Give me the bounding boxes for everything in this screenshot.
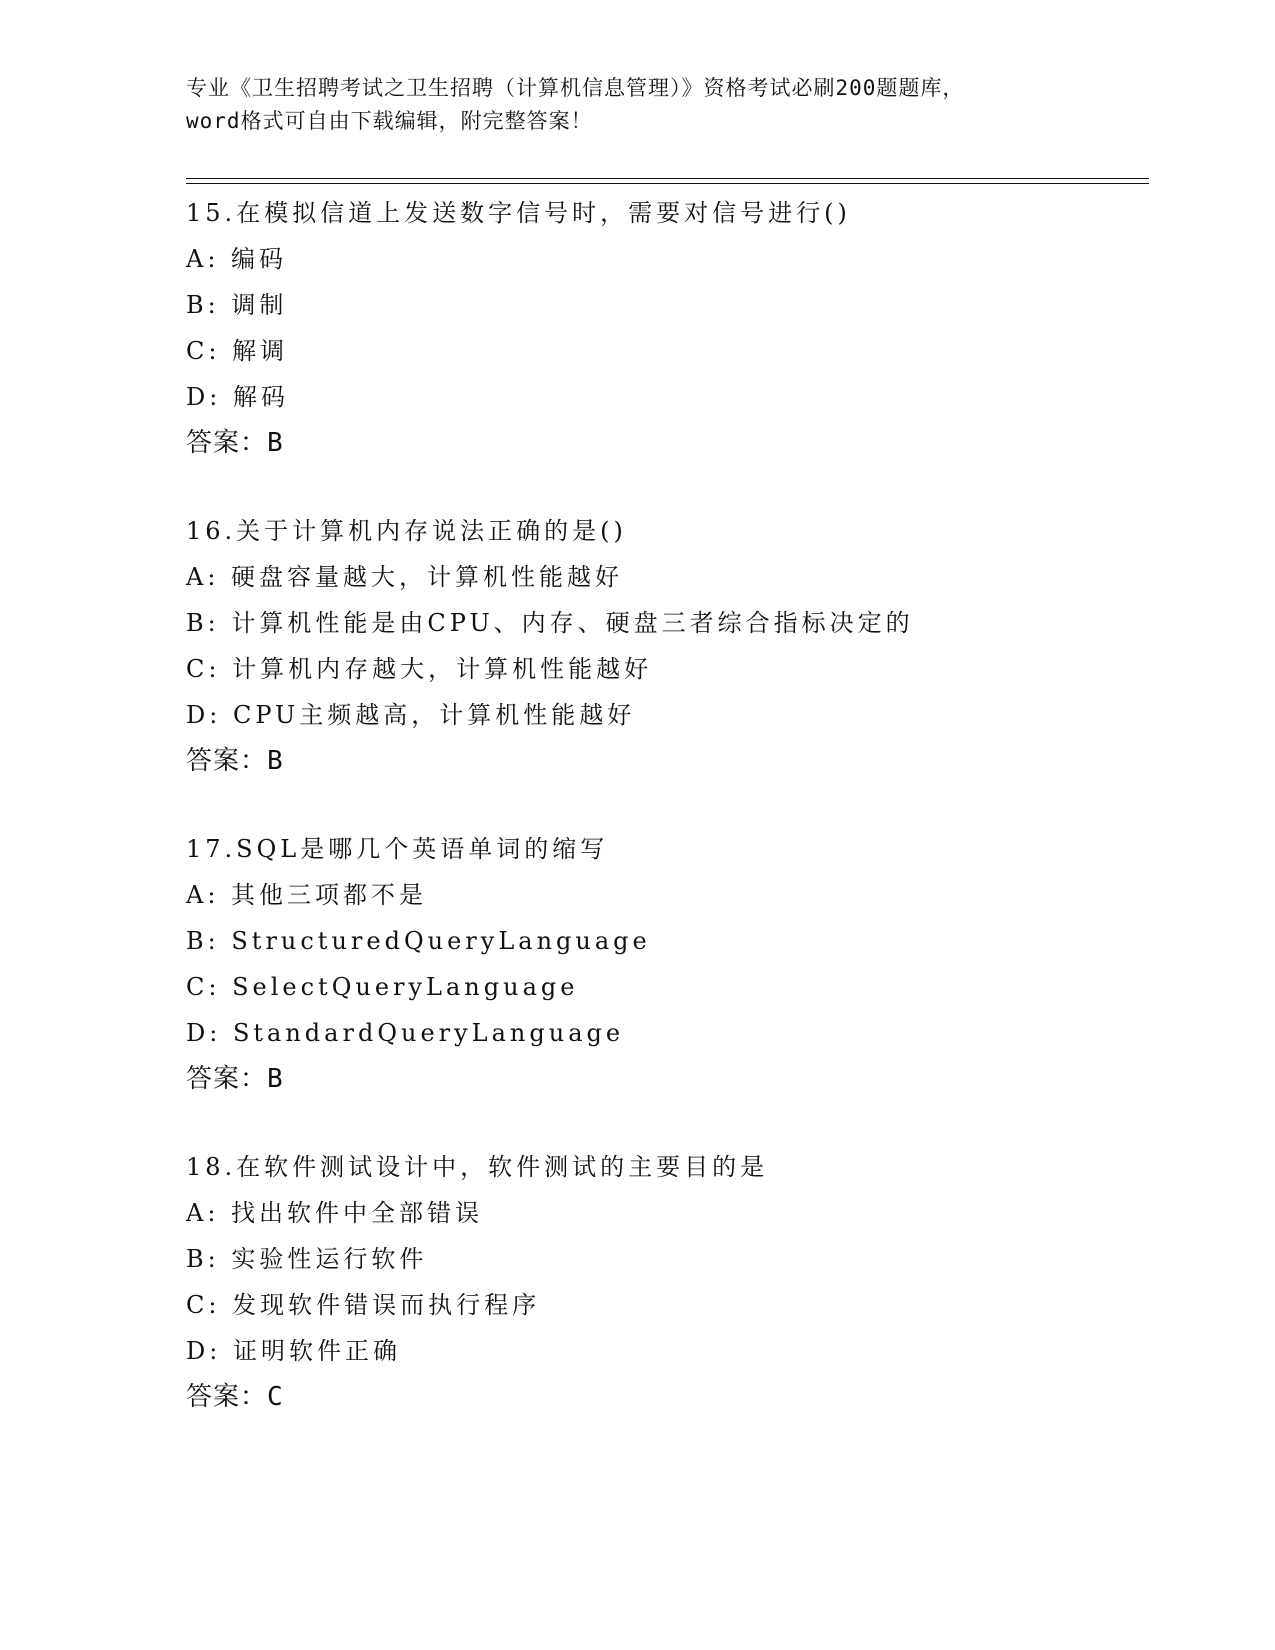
answer-line: 答案：C xyxy=(186,1382,284,1412)
option-b: B: 调制 xyxy=(186,291,288,319)
option-c: C: SelectQueryLanguage xyxy=(186,973,579,1001)
option-a: A: 硬盘容量越大，计算机性能越好 xyxy=(186,563,624,591)
question-stem: 18.在软件测试设计中，软件测试的主要目的是 xyxy=(186,1153,769,1181)
question-list xyxy=(186,190,1146,1462)
option-d: D: 解码 xyxy=(186,383,289,411)
header-line-1: 专业《卫生招聘考试之卫生招聘（计算机信息管理）》资格考试必刷200题题库， xyxy=(186,76,965,100)
option-d: D: StandardQueryLanguage xyxy=(186,1019,625,1047)
answer-line: 答案：B xyxy=(186,428,284,458)
question-17 xyxy=(186,826,1146,1102)
option-d: D: 证明软件正确 xyxy=(186,1337,401,1365)
question-15 xyxy=(186,190,1146,466)
question-stem: 17.SQL是哪几个英语单词的缩写 xyxy=(186,835,609,863)
answer-line: 答案：B xyxy=(186,1064,284,1094)
option-a: A: 编码 xyxy=(186,245,288,273)
option-b: B: 实验性运行软件 xyxy=(186,1245,428,1273)
option-b: B: 计算机性能是由CPU、内存、硬盘三者综合指标决定的 xyxy=(186,609,914,637)
header-divider-bottom xyxy=(186,183,1149,184)
answer-line: 答案：B xyxy=(186,746,284,776)
document-header xyxy=(186,72,1086,138)
option-c: C: 解调 xyxy=(186,337,289,365)
question-16 xyxy=(186,508,1146,784)
option-d: D: CPU主频越高，计算机性能越好 xyxy=(186,701,636,729)
question-stem: 16.关于计算机内存说法正确的是() xyxy=(186,517,627,545)
question-18 xyxy=(186,1144,1146,1420)
question-stem: 15.在模拟信道上发送数字信号时，需要对信号进行() xyxy=(186,199,851,227)
header-line-2: word格式可自由下载编辑，附完整答案！ xyxy=(186,109,593,133)
option-c: C: 计算机内存越大，计算机性能越好 xyxy=(186,655,653,683)
option-b: B: StructuredQueryLanguage xyxy=(186,927,651,955)
option-a: A: 找出软件中全部错误 xyxy=(186,1199,484,1227)
option-a: A: 其他三项都不是 xyxy=(186,881,428,909)
option-c: C: 发现软件错误而执行程序 xyxy=(186,1291,541,1319)
header-divider-top xyxy=(186,178,1149,179)
